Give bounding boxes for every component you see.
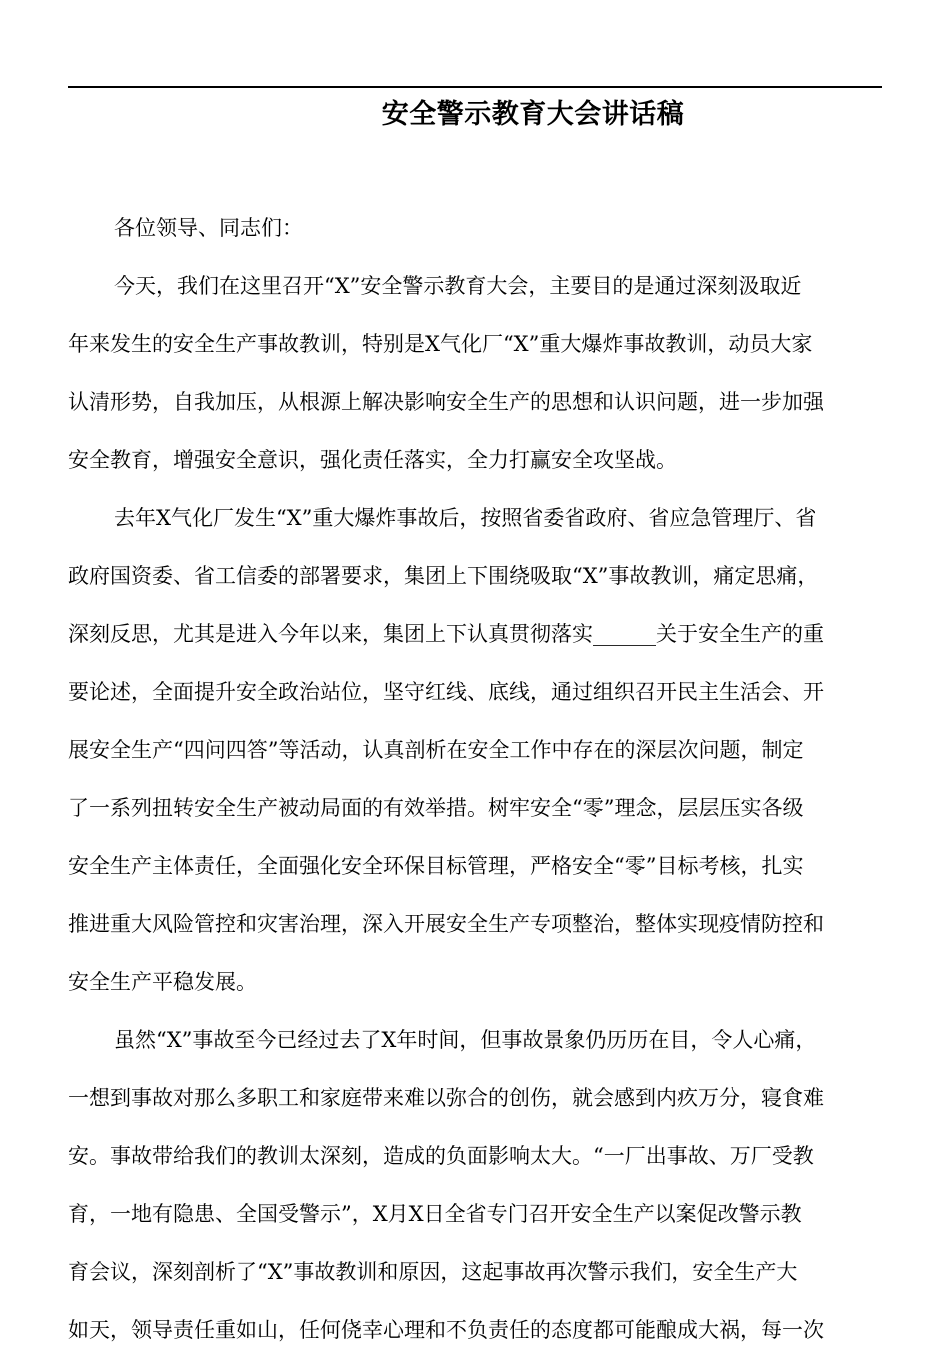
- text-line: 今天，我们在这里召开“X”安全警示教育大会，主要目的是通过深刻汲取近: [114, 274, 802, 298]
- text-line: 安全生产平稳发展。: [68, 970, 257, 994]
- text-line: 政府国资委、省工信委的部署要求，集团上下围绕吸取“X”事故教训，痛定思痛，: [68, 564, 819, 588]
- text-line: 年来发生的安全生产事故教训，特别是X气化厂“X”重大爆炸事故教训，动员大家: [68, 332, 813, 356]
- text-line: 安全生产主体责任，全面强化安全环保目标管理，严格安全“零”目标考核，扎实: [68, 854, 804, 878]
- text-line: 展安全生产“四问四答”等活动，认真剖析在安全工作中存在的深层次问题，制定: [68, 738, 804, 762]
- header-rule: [68, 86, 882, 88]
- paragraph-2: [68, 498, 882, 1002]
- text-line: 安全教育，增强安全意识，强化责任落实，全力打赢安全攻坚战。: [68, 448, 677, 472]
- salutation: 各位领导、同志们：: [114, 216, 303, 240]
- text-line: 认清形势，自我加压，从根源上解决影响安全生产的思想和认识问题，进一步加强: [68, 390, 824, 414]
- text-line: 一想到事故对那么多职工和家庭带来难以弥合的创伤，就会感到内疚万分，寝食难: [68, 1086, 824, 1110]
- text-line: 要论述，全面提升安全政治站位，坚守红线、底线，通过组织召开民主生活会、开: [68, 680, 824, 704]
- text-line: 安。事故带给我们的教训太深刻，造成的负面影响太大。“一厂出事故、万厂受教: [68, 1144, 814, 1168]
- text-line: 虽然“X”事故至今已经过去了X年时间，但事故景象仍历历在目，令人心痛，: [114, 1028, 817, 1052]
- text-line: 如天，领导责任重如山，任何侥幸心理和不负责任的态度都可能酿成大祸，每一次: [68, 1318, 824, 1342]
- text-line: 深刻反思，尤其是进入今年以来，集团上下认真贯彻落实______关于安全生产的重: [68, 622, 824, 646]
- text-line: 育，一地有隐患、全国受警示”，X月X日全省专门召开安全生产以案促改警示教: [68, 1202, 802, 1226]
- text-line: 去年X气化厂发生“X”重大爆炸事故后，按照省委省政府、省应急管理厅、省: [114, 506, 817, 530]
- text-line: 推进重大风险管控和灾害治理，深入开展安全生产专项整治，整体实现疫情防控和: [68, 912, 824, 936]
- paragraph-3: [68, 1020, 882, 1350]
- document-title: 安全警示教育大会讲话稿: [381, 99, 685, 130]
- paragraph-1: [68, 266, 882, 480]
- text-line: 了一系列扭转安全生产被动局面的有效举措。树牢安全“零”理念，层层压实各级: [68, 796, 804, 820]
- document-body: [68, 208, 882, 1350]
- text-line: 育会议，深刻剖析了“X”事故教训和原因，这起事故再次警示我们，安全生产大: [68, 1260, 798, 1284]
